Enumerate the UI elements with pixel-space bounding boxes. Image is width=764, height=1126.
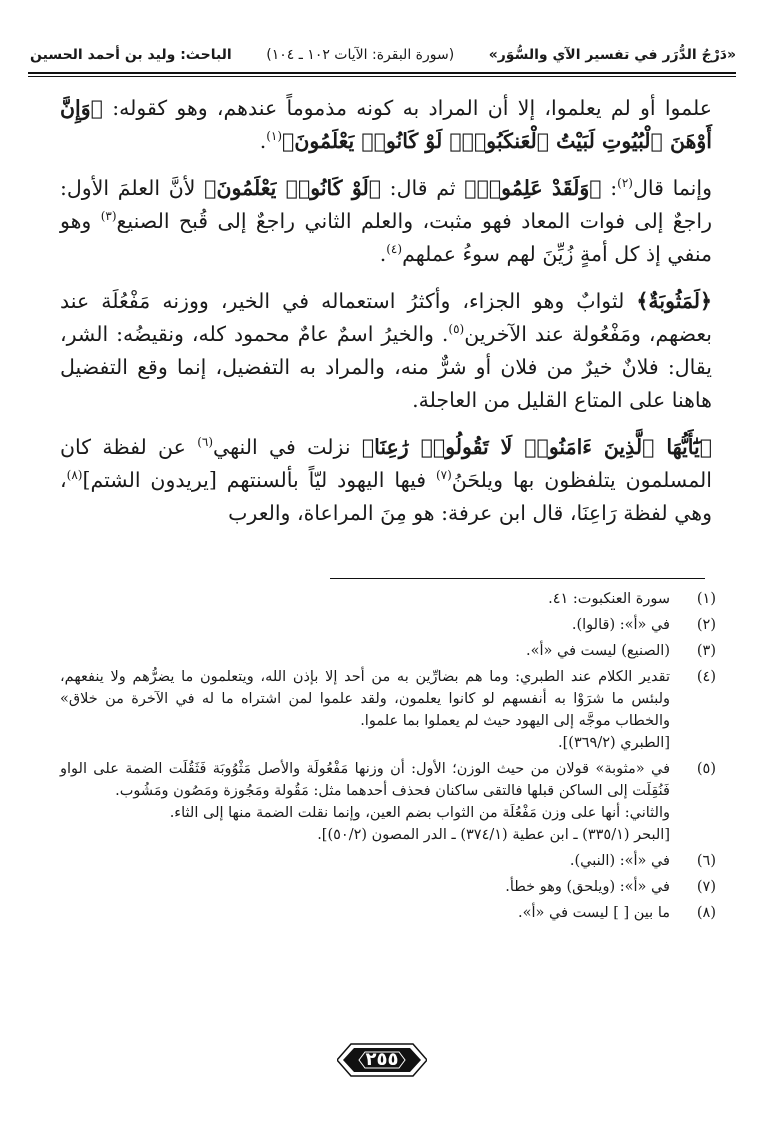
footnote-7 (60, 876, 716, 898)
footnote-number: (٦) (696, 853, 716, 869)
paragraph-4 (60, 431, 712, 530)
researcher-name: الباحث: وليد بن أحمد الحسين (30, 47, 232, 63)
footnote-6 (60, 850, 716, 872)
paragraph-text: : (601, 176, 618, 200)
footnote-4 (60, 666, 716, 754)
paragraph-text: وهو منفي إذ كل أمةٍ زُيِّنَ لهم سوءُ عملهم (60, 209, 712, 266)
footnote-text: ما بين [ ] ليست في «أ». (518, 905, 670, 921)
paragraph-text: . (379, 242, 387, 266)
footnote-text: في «أ»: (ويلحق) وهو خطأ. (505, 879, 670, 895)
paragraph-text: . (259, 129, 267, 153)
footnote-number: (٣) (696, 643, 716, 659)
footnote-1 (60, 588, 716, 610)
paragraph-text: لأنَّ العلمَ الأول: راجعٌ إلى فوات المعاد فهو مثبت، والعلم الثاني راجعٌ إلى قُبح الصنيع (60, 176, 712, 233)
footnote-text: (الصنيع) ليست في «أ». (526, 643, 670, 659)
quran-verse: ﴿لَوْ كَانُوا۟ يَعْلَمُونَ﴾ (204, 176, 381, 200)
footnote-text: في «أ»: (قالوا). (571, 617, 670, 633)
footnote-number: (٨) (696, 905, 716, 921)
footnote-citation: [الطبري (٣٦٩/٢)]. (558, 735, 670, 751)
footnote-3 (60, 640, 716, 662)
footnote-citation: [البحر (٣٣٥/١) ـ ابن عطية (٣٧٤/١) ـ الدر المصون (٥٠/٢)]. (317, 827, 670, 843)
surah-range: (سورة البقرة: الآيات ١٠٢ ـ ١٠٤) (266, 47, 455, 63)
footnote-ref: (٥) (448, 322, 465, 337)
footnote-ref: (٧) (435, 468, 452, 483)
footnote-text: في «مثوبة» قولان من حيث الوزن؛ الأول: أن وزنها مَفْعُولَة والأصل مَثْوُوبَة فَثَقُلَت الضمة على الواو فَنُقِلَت إلى الساكن قبلها فالتقى ساكنان فحذف أحدهما مثل: مَقُولة ومَجُوزة ومَصُون ومَشُوب. (60, 761, 670, 799)
footnote-number: (٤) (696, 669, 716, 685)
paragraph-text: ثم قال: (381, 176, 465, 200)
quran-verse: ﴿وَإِنَّ أَوْهَنَ ٱلْبُيُوتِ لَبَيْتُ ٱلْعَنكَبُوتِۖ لَوْ كَانُوا۟ يَعْلَمُونَ﴾ (60, 96, 712, 153)
footnote-separator (330, 578, 705, 579)
footnote-8 (60, 902, 716, 924)
main-text (60, 92, 712, 544)
running-header (30, 40, 736, 70)
footnote-text: سورة العنكبوت: ٤١. (548, 591, 670, 607)
footnote-ref: (١) (266, 129, 283, 144)
footnote-ref: (٨) (66, 468, 83, 483)
footnote-5 (60, 758, 716, 846)
footnote-2 (60, 614, 716, 636)
footnote-ref: (٣) (100, 209, 117, 224)
paragraph-1 (60, 92, 712, 158)
footnote-ref: (٤) (386, 242, 403, 257)
paragraph-text: لثوابٌ وهو الجزاء، وأكثرُ استعماله في الخير، ووزنه مَفْعُلَة عند بعضهم، ومَفْعُولة عند الآخرين (60, 289, 712, 346)
paragraph-text: نزلت في النهي (213, 435, 362, 459)
paragraph-text: ، وهي لفظة رَاعِنَا، قال ابن عرفة: هو مِنَ المراعاة، والعرب (60, 468, 712, 525)
footnote-text: والثاني: أنها على وزن مَفْعُلَة من الثواب بضم العين، وإنما نقلت الضمة منها إلى الثاء. (169, 805, 670, 821)
header-rule-thin (28, 76, 736, 77)
paragraph-text: فيها اليهود ليّاً بألسنتهم [يريدون الشتم] (82, 468, 436, 492)
footnote-number: (٧) (696, 879, 716, 895)
paragraph-text: علموا أو لم يعلموا، إلا أن المراد به كونه مذموماً عندهم، وهو كقوله: (102, 96, 712, 120)
paragraph-text: وإنما قال (632, 176, 712, 200)
page-number: ٢٥٥ (365, 1049, 399, 1070)
paragraph-text: عن لفظة كان المسلمون يتلفظون بها ويلحَنُ (60, 435, 712, 492)
footnote-text: تقدير الكلام عند الطبري: وما هم بضارِّين به من أحد إلا بإذن الله، ويتعلمون ما يضرُّهم ولا ينفعهم، ولبئس ما شرَوْا به أنفسهم لو كانوا يعلمون، ولقد علموا لمن اشتراه ما له في الآخرة من خلاق» والخطاب موجَّه إلى اليهود حيث لم يعملوا بما علموا. (60, 669, 670, 729)
header-rule-thick (28, 72, 736, 74)
footnote-text: في «أ»: (النبي). (569, 853, 670, 869)
paragraph-2 (60, 172, 712, 271)
footnote-number: (٥) (696, 761, 716, 777)
paragraph-3 (60, 285, 712, 417)
footnote-number: (٢) (696, 617, 716, 633)
quran-verse: ﴿وَلَقَدْ عَلِمُوا۟﴾ (464, 176, 602, 200)
paragraph-text: . والخيرُ اسمٌ عامٌ محمود كله، ونقيضُه: الشر، يقال: فلانٌ خيرٌ من فلان أو شرٌّ منه، والمراد به التفضيل، إنما وقع التفضيل هاهنا على المتاع القليل من العاجلة. (60, 322, 712, 412)
footnotes (60, 588, 716, 928)
footnote-ref: (٢) (617, 176, 633, 191)
book-title: «دَرْجُ الدُّرَر في تفسير الآي والسُّوَر» (488, 47, 736, 63)
page-number-badge (337, 1040, 427, 1080)
footnote-number: (١) (696, 591, 716, 607)
quran-verse: ﴿يَٰٓأَيُّهَا ٱلَّذِينَ ءَامَنُوا۟ لَا تَقُولُوا۟ رَٰعِنَا﴾ (361, 435, 712, 459)
footnote-ref: (٦) (197, 435, 214, 450)
quran-word: ﴿لَمَثُوبَةٌ﴾ (636, 289, 712, 313)
